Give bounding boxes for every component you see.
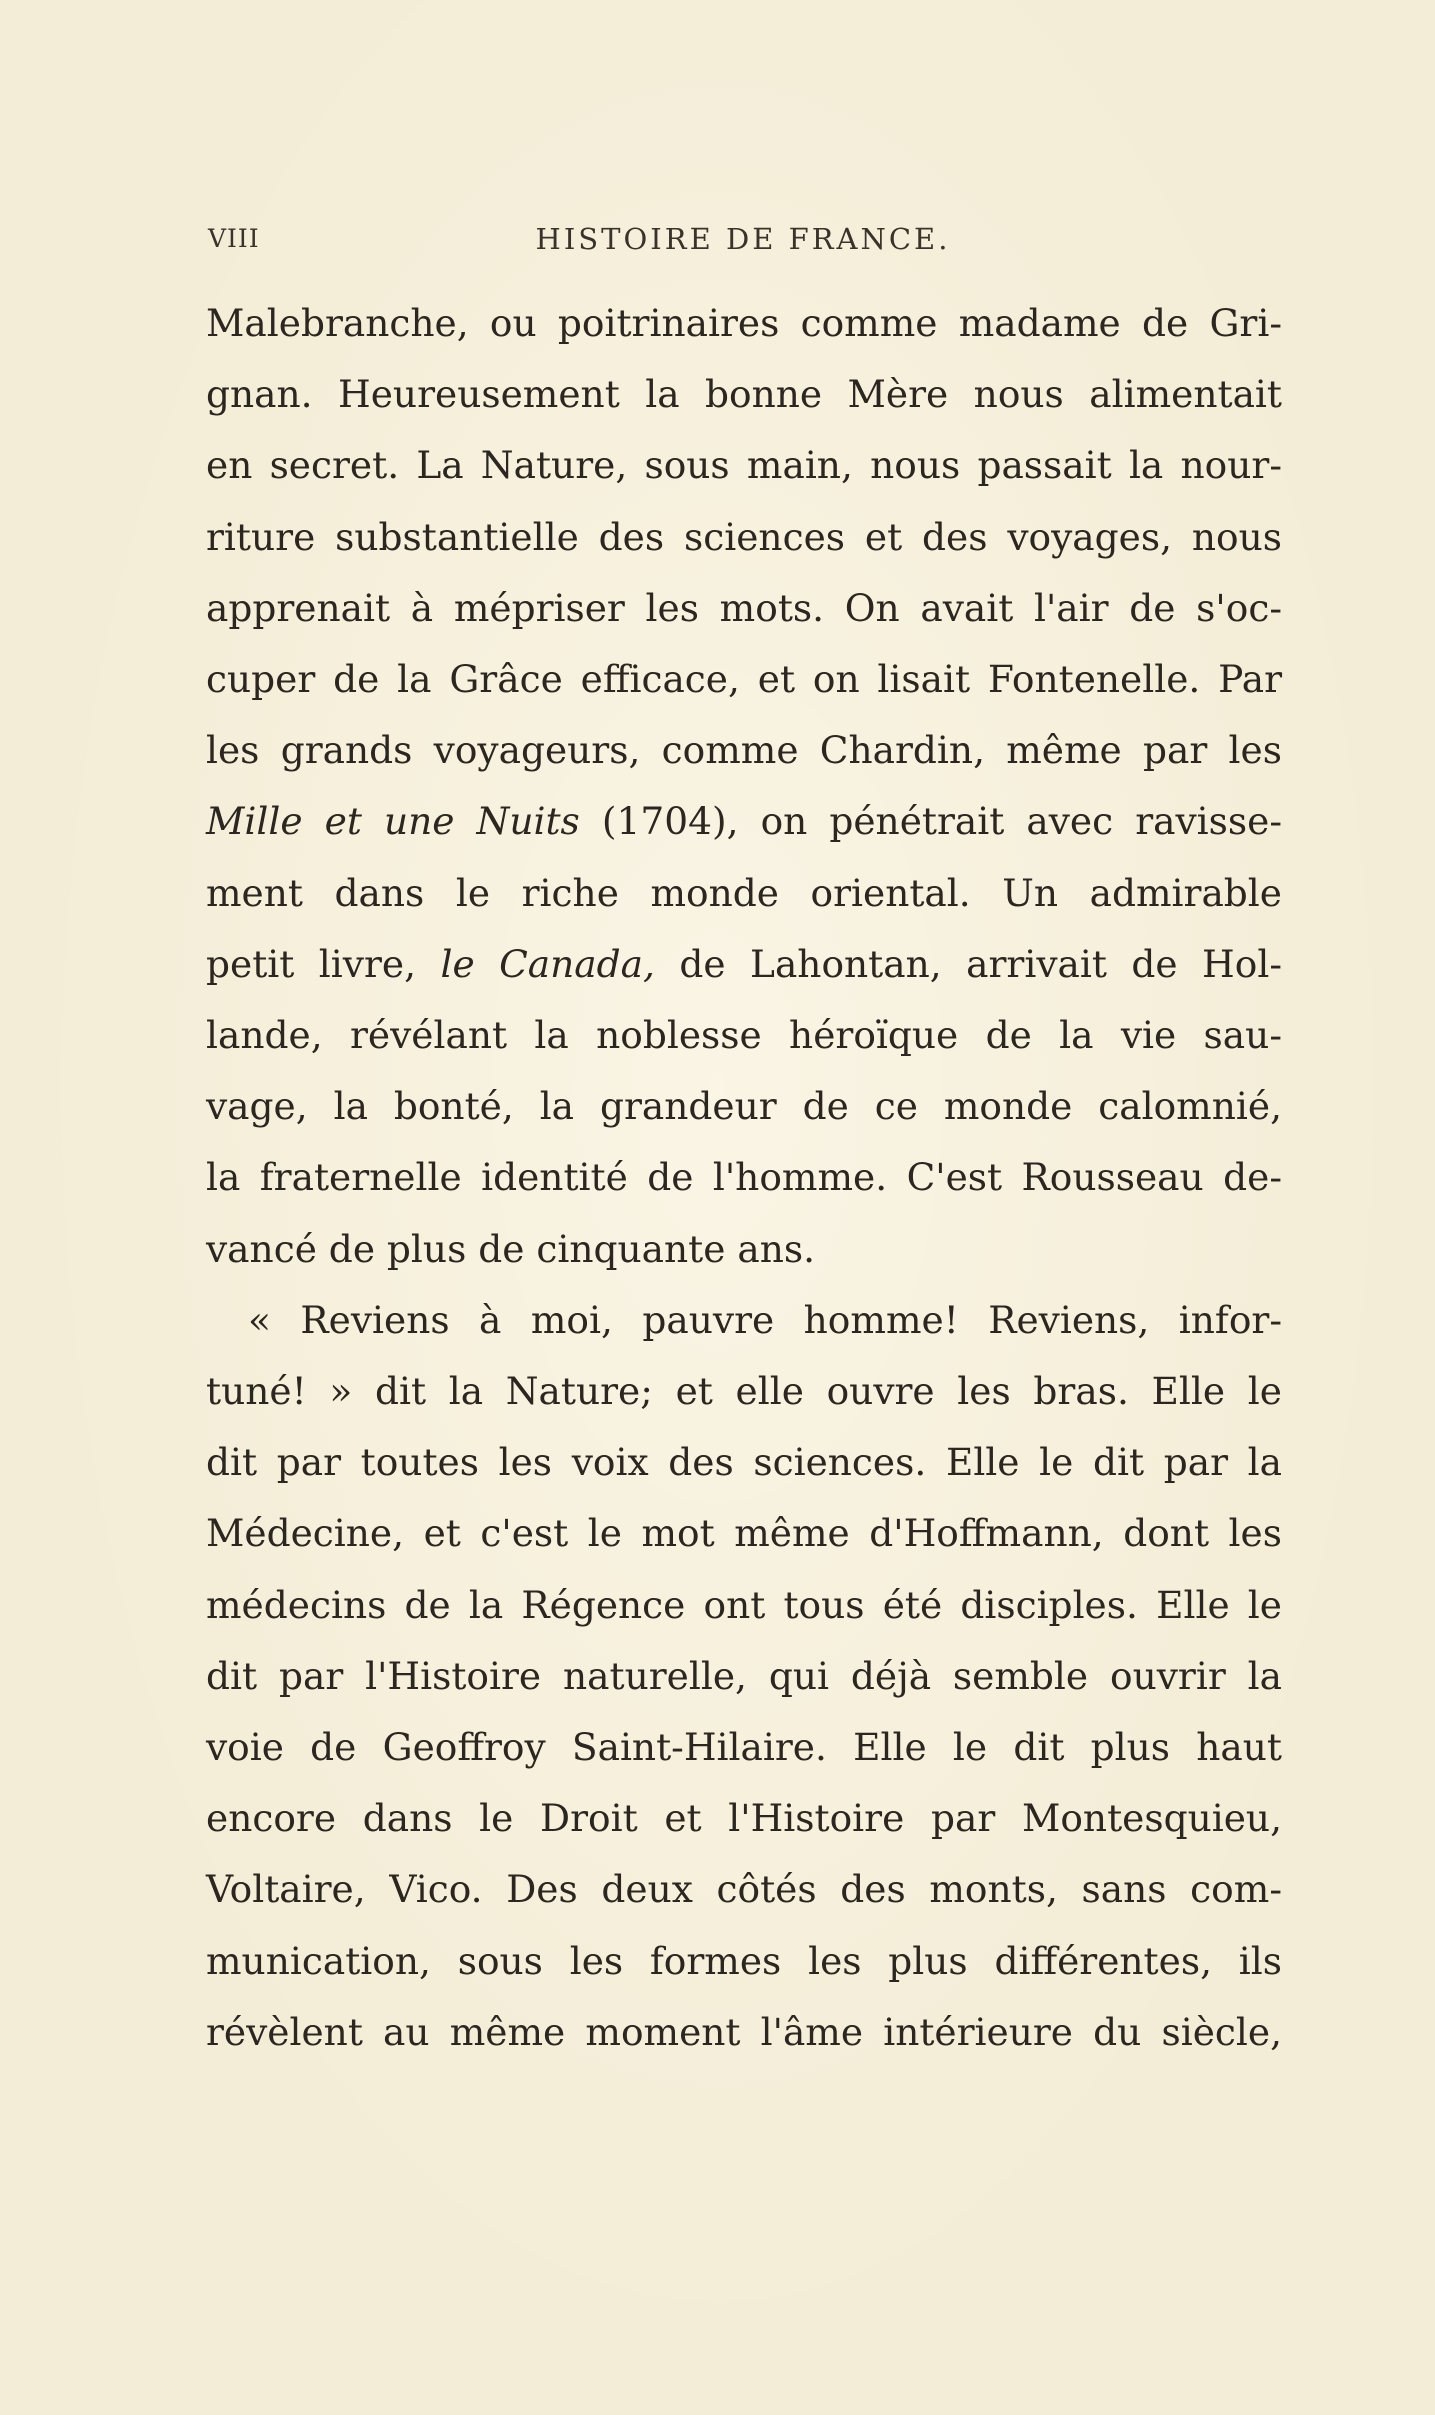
text-line: la fraternelle identité de l'homme. C'est Rousseau de- (206, 1155, 1282, 1200)
text-line: en secret. La Nature, sous main, nous passait la nour- (206, 443, 1282, 488)
text-line: « Reviens à moi, pauvre homme! Reviens, infor- (248, 1297, 1282, 1342)
text-line (206, 786, 1282, 857)
text-line: lande, révélant la noblesse héroïque de la vie sau- (206, 1013, 1282, 1058)
text-line: munication, sous les formes les plus différentes, ils (206, 1938, 1282, 1983)
text-segment: (1704), on pénétrait avec ravisse- (579, 799, 1283, 844)
running-title: HISTOIRE DE FRANCE. (535, 222, 951, 256)
text-line: tuné! » dit la Nature; et elle ouvre les bras. Elle le (206, 1369, 1282, 1414)
text-line: dit par l'Histoire naturelle, qui déjà semble ouvrir la (206, 1653, 1282, 1698)
text-line: dit par toutes les voix des sciences. Elle le dit par la (206, 1440, 1282, 1485)
text-line: riture substantielle des sciences et des voyages, nous (206, 514, 1282, 559)
page-number: VIII (208, 224, 260, 253)
body-text (206, 288, 1282, 2068)
text-segment: de Lahontan, arrivait de Hol- (654, 941, 1282, 986)
text-line: les grands voyageurs, comme Chardin, même par les (206, 728, 1282, 773)
text-line: Malebranche, ou poitrinaires comme madame de Gri- (206, 301, 1282, 345)
text-line: cuper de la Grâce efficace, et on lisait Fontenelle. Par (206, 657, 1282, 702)
text-line: apprenait à mépriser les mots. On avait l'air de s'oc- (206, 585, 1282, 630)
text-line: voie de Geoffroy Saint-Hilaire. Elle le dit plus haut (206, 1725, 1282, 1770)
text-line: vage, la bonté, la grandeur de ce monde calomnié, (206, 1084, 1282, 1129)
page-header (208, 222, 1278, 262)
text-line (206, 929, 1282, 1000)
italic-title: le Canada, (440, 941, 655, 986)
paragraph-1 (206, 288, 1282, 1285)
text-line: ment dans le riche monde oriental. Un admirable (206, 870, 1282, 915)
text-line: Voltaire, Vico. Des deux côtés des monts, sans com- (206, 1867, 1282, 1912)
text-line: Médecine, et c'est le mot même d'Hoffmann, dont les (206, 1511, 1282, 1556)
text-line: gnan. Heureusement la bonne Mère nous alimentait (206, 372, 1282, 417)
paragraph-2 (206, 1285, 1282, 2068)
italic-title: Mille et une Nuits (206, 799, 580, 844)
text-line: révèlent au même moment l'âme intérieure du siècle, (206, 2009, 1282, 2054)
text-segment: petit livre, (206, 941, 441, 986)
text-line: vancé de plus de cinquante ans. (206, 1226, 816, 1271)
text-line: encore dans le Droit et l'Histoire par Montesquieu, (206, 1796, 1282, 1841)
text-line: médecins de la Régence ont tous été disciples. Elle le (206, 1582, 1282, 1627)
